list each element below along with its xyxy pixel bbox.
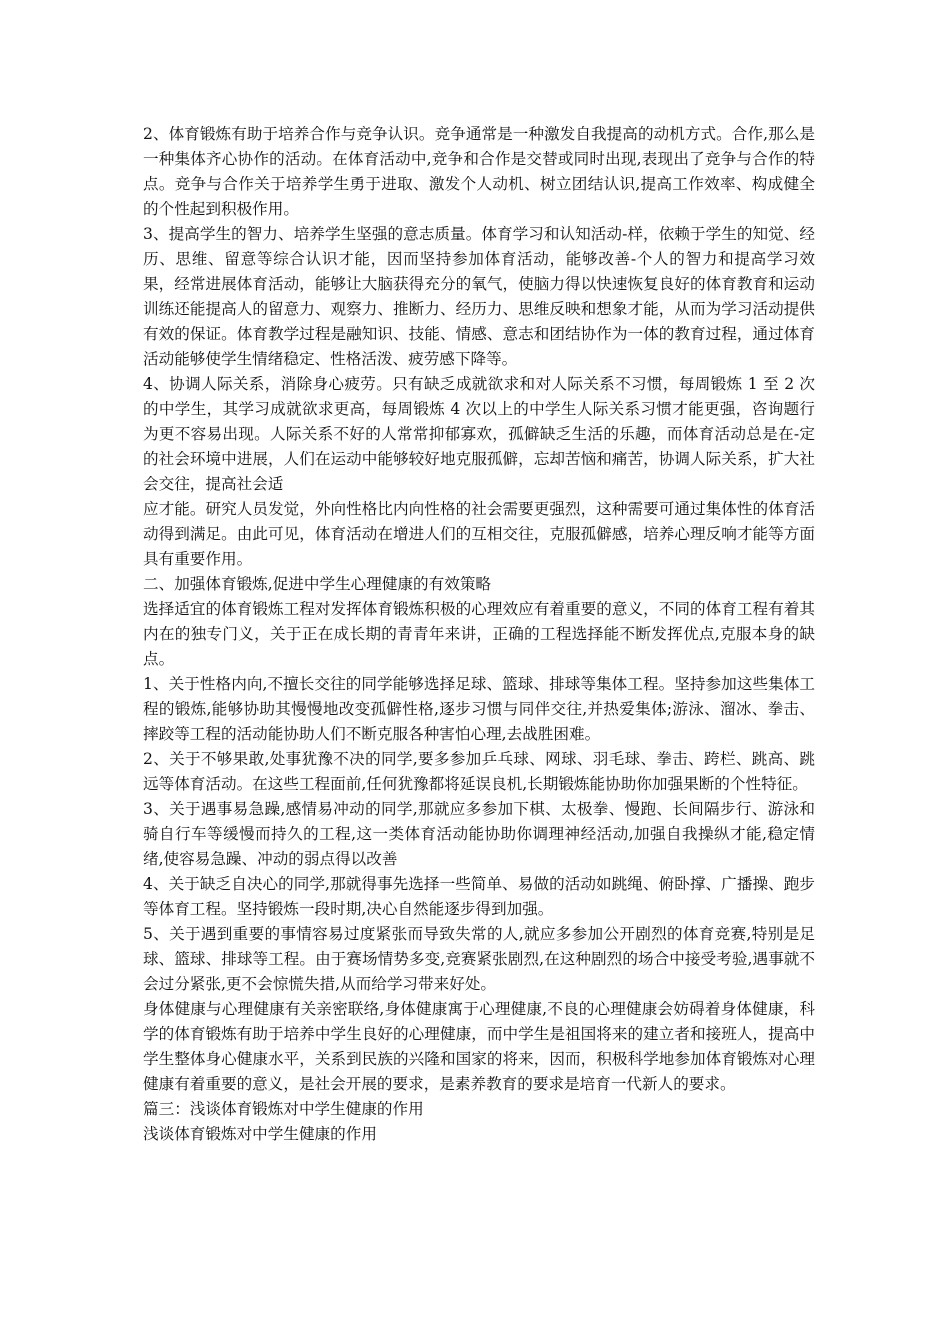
paragraph-low-confidence-students: 4、关于缺乏自决心的同学,那就得事先选择一些简单、易做的活动如跳绳、俯卧撑、广播操、跑步等体育工程。坚持锻炼一段时期,决心自然能逐步得到加强。 [143,875,815,918]
paragraph-impulsive-students: 3、关于遇事易急躁,感情易冲动的同学,那就应多参加下棋、太极拳、慢跑、长间隔步行、游泳和骑自行车等缓慢而持久的工程,这一类体育活动能协助你调理神经活动,加强自我操纵才能,稳定情绪,使容易急躁、冲动的弱点得以改善 [143,800,815,868]
paragraph-cooperation-competition: 2、体育锻炼有助于培养合作与竞争认识。竞争通常是一种激发自我提高的动机方式。合作,那么是一种集体齐心协作的活动。在体育活动中,竞争和合作是交替或同时出现,表现出了竞争与合作的特点。竞争与合作关于培养学生勇于进取、激发个人动机、树立团结认识,提高工作效率、构成健全的个性起到积极作用。 [143,125,815,218]
article-three-title: 浅谈体育锻炼对中学生健康的作用 [143,1125,377,1143]
paragraph-social-adaptation: 应才能。研究人员发觉，外向性格比内向性格的社会需要更强烈，这种需要可通过集体性的体育活动得到满足。由此可见，体育活动在增进人们的互相交往，克服孤僻感，培养心理反响才能等方面具有重要作用。 [143,500,815,568]
paragraph-nervous-students: 5、关于遇到重要的事情容易过度紧张而导致失常的人,就应多参加公开剧烈的体育竞赛,特别是足球、篮球、排球等工程。由于赛场情势多变,竞赛紧张剧烈,在这种剧烈的场合中接受考验,遇事就不会过分紧张,更不会惊慌失措,从而给学习带来好处。 [143,925,815,993]
paragraph-indecisive-students: 2、关于不够果敢,处事犹豫不决的同学,要多参加乒乓球、网球、羽毛球、拳击、跨栏、跳高、跳远等体育活动。在这些工程面前,任何犹豫都将延误良机,长期锻炼能协助你加强果断的个性特征。 [143,750,815,793]
document-body [143,122,815,1147]
paragraph-interpersonal-relations: 4、协调人际关系，消除身心疲劳。只有缺乏成就欲求和对人际关系不习惯，每周锻炼 1 至 2 次的中学生，其学习成就欲求更高，每周锻炼 4 次以上的中学生人际关系习惯才能更强，咨询题行为更不容易出现。人际关系不好的人常常抑郁寡欢，孤僻缺乏生活的乐趣，而体育活动总是在-定的社会环境中进展，人们在运动中能够较好地克服孤僻，忘却苦恼和痛苦，协调人际关系，扩大社会交往，提高社会适 [143,375,815,493]
paragraph-conclusion: 身体健康与心理健康有关亲密联络,身体健康寓于心理健康,不良的心理健康会妨碍着身体健康，科学的体育锻炼有助于培养中学生良好的心理健康，而中学生是祖国将来的建立者和接班人，提高中学生整体身心健康水平，关系到民族的兴隆和国家的将来，因而，积极科学地参加体育锻炼对心理健康有着重要的意义，是社会开展的要求，是素养教育的要求是培育一代新人的要求。 [143,1000,815,1093]
paragraph-intelligence-willpower: 3、提高学生的智力、培养学生坚强的意志质量。体育学习和认知活动-样，依赖于学生的知觉、经历、思维、留意等综合认识才能，因而坚持参加体育活动，能够改善-个人的智力和提高学习效果，经常进展体育活动，能够让大脑获得充分的氧气，使脑力得以快速恢复良好的体育教育和运动训练还能提高人的留意力、观察力、推断力、经历力、思维反映和想象才能，从而为学习活动提供有效的保证。体育教学过程是融知识、技能、情感、意志和团结协作为一体的教育过程，通过体育活动能够使学生情绪稳定、性格活泼、疲劳感下降等。 [143,225,815,368]
paragraph-introverted-students: 1、关于性格内向,不擅长交往的同学能够选择足球、篮球、排球等集体工程。坚持参加这些集体工程的锻炼,能够协助其慢慢地改变孤僻性格,逐步习惯与同伴交往,并热爱集体;游泳、溜冰、拳击、摔跤等工程的活动能协助人们不断克服各种害怕心理,去战胜困难。 [143,675,815,743]
paragraph-choosing-sports: 选择适宜的体育锻炼工程对发挥体育锻炼积极的心理效应有着重要的意义，不同的体育工程有着其内在的独专门义，关于正在成长期的青青年来讲，正确的工程选择能不断发挥优点,克服本身的缺点。 [143,600,815,668]
article-three-heading: 篇三：浅谈体育锻炼对中学生健康的作用 [143,1100,424,1118]
section-heading-strategies: 二、加强体育锻炼,促进中学生心理健康的有效策略 [143,575,492,593]
